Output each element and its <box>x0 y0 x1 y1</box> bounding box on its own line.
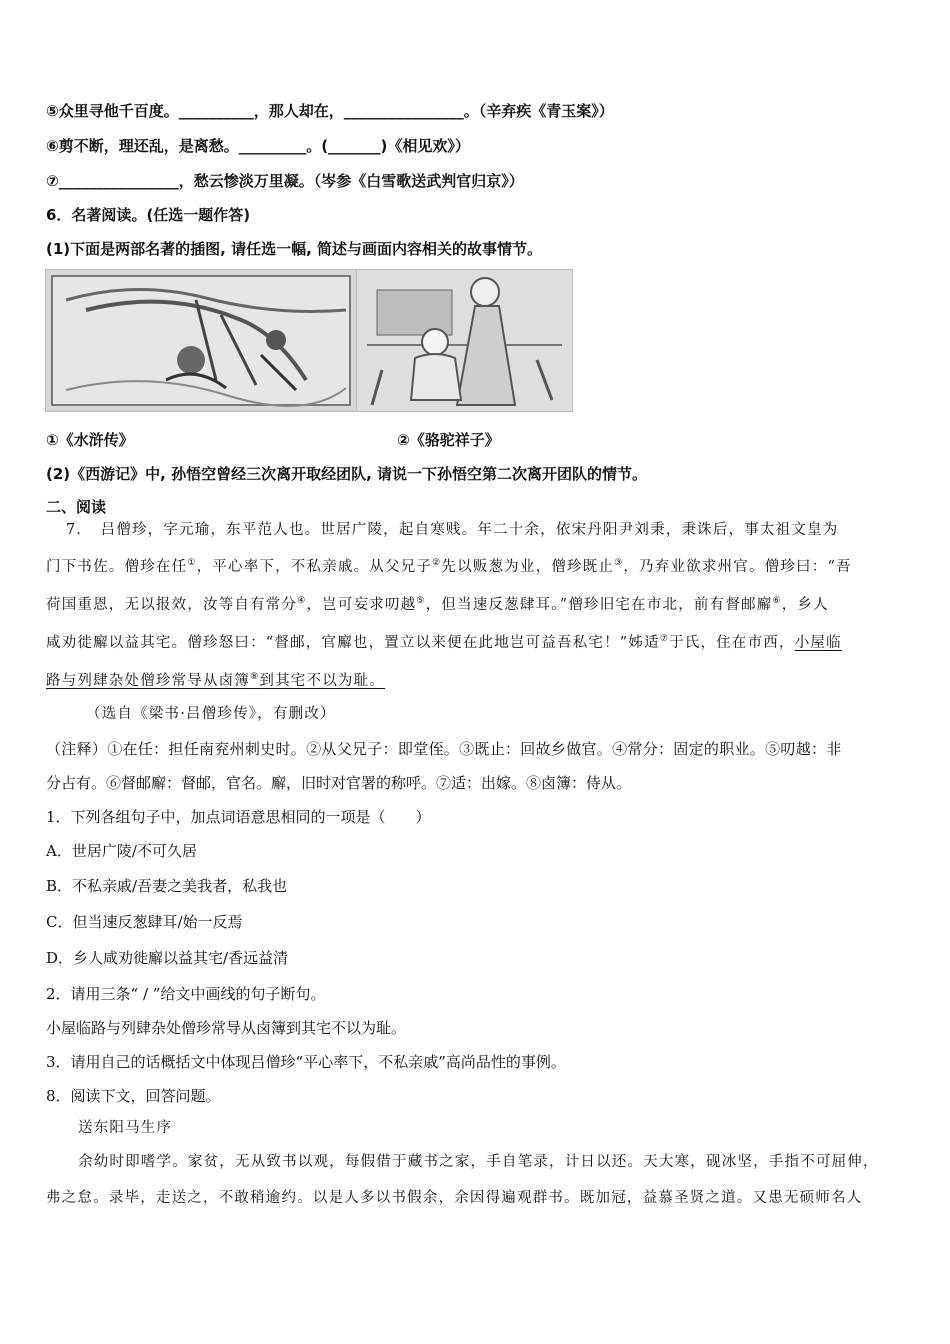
note-ref: ③ <box>614 558 624 568</box>
text-seg: 路与列肆杂处僧珍常导从卤簿 <box>46 673 251 689</box>
q7-text-line-4 <box>46 633 842 653</box>
q7-sub-question-1: 1．下列各组句子中，加点词语意思相同的一项是（ ） <box>46 808 431 826</box>
section-reading-heading: 二、阅读 <box>46 498 107 516</box>
note-ref: ② <box>432 558 442 568</box>
question-6-title: 6．名著阅读。(任选一题作答) <box>46 206 251 224</box>
q7-sub-question-2: 2．请用三条“ / ”给文中画线的句子断句。 <box>46 985 326 1003</box>
text-seg: ，平心率下，不私亲戚。从父兄子 <box>196 559 433 575</box>
essay-title: 送东阳马生序 <box>78 1120 173 1136</box>
text-seg: 门下书佐。僧珍在任 <box>46 559 188 575</box>
illustration-shuihu <box>45 269 357 412</box>
text-seg: 荷国重恩，无以报效，汝等自有常分 <box>46 597 298 613</box>
question-6-part2: (2)《西游记》中, 孙悟空曾经三次离开取经团队, 请说一下孙悟空第二次离开团队的情节。 <box>46 465 647 483</box>
text-seg: 先以贩葱为业，僧珍既止 <box>441 559 615 575</box>
note-ref: ① <box>187 558 197 568</box>
q7-text-line-3 <box>46 595 829 615</box>
option-b: B．不私亲戚/吾妻之美我者，私我也 <box>46 877 288 895</box>
note-ref: ⑥ <box>772 596 782 606</box>
q7-text-line-5 <box>46 671 385 691</box>
note-ref: ⑦ <box>659 634 670 644</box>
illustration-luotuo-xiangzi <box>356 269 573 412</box>
caption-shuihu: ①《水浒传》 <box>46 431 134 449</box>
q7-notes-line-1: （注释）①在任：担任南兖州刺史时。②从父兄子：即堂侄。③既止：回故乡做官。④常分：固定的职业。⑤叨越：非 <box>46 740 842 758</box>
caption-luotuo-xiangzi: ②《骆驼祥子》 <box>397 431 500 449</box>
text-seg: 咸劝徙廨以益其宅。僧珍怒曰：“督邮，官廨也，置立以来便在此地岂可益吾私宅！”姊适 <box>46 635 660 651</box>
note-ref: ⑧ <box>250 672 260 682</box>
q7-text-line-1: 7． 吕僧珍，字元瑜，东平范人也。世居广陵，起自寒贱。年二十余，依宋丹阳尹刘秉，秉诛后，事太祖文皇为 <box>66 522 839 538</box>
essay-line-1: 余幼时即嗜学。家贫，无从致书以观，每假借于藏书之家，手自笔录，计日以还。天大寒，砚冰坚，手指不可屈伸， <box>78 1154 879 1170</box>
q7-sentence-to-punctuate: 小屋临路与列肆杂处僧珍常导从卤簿到其宅不以为耻。 <box>46 1019 407 1037</box>
option-d: D．乡人咸劝徙廨以益其宅/香远益清 <box>46 949 289 967</box>
text-seg: ，但当速反葱肆耳。”僧珍旧宅在市北，前有督邮廨 <box>425 597 773 613</box>
question-8-title: 8．阅读下文，回答问题。 <box>46 1087 221 1105</box>
note-ref: ④ <box>297 596 307 606</box>
poem-line-5: ⑤众里寻他千百度。__________，那人却在，________________。（辛弃疾《青玉案》） <box>46 102 614 120</box>
option-c: C．但当速反葱肆耳/始一反焉 <box>46 913 243 931</box>
underlined-sentence: 小屋临 <box>794 635 842 651</box>
q7-notes-line-2: 分占有。⑥督邮廨：督邮，官名。廨，旧时对官署的称呼。⑦适：出嫁。⑧卤簿：侍从。 <box>46 774 632 792</box>
option-a: A．世居广陵/不可久居 <box>46 842 197 860</box>
note-ref: ⑤ <box>416 596 426 606</box>
underlined-sentence <box>46 673 385 689</box>
poem-line-6: ⑥剪不断，理还乱，是离愁。_________。(_______)《相见欢》） <box>46 137 470 155</box>
essay-line-2: 弗之怠。录毕，走送之，不敢稍逾约。以是人多以书假余，余因得遍观群书。既加冠，益慕圣贤之道。又患无硕师名人 <box>46 1190 863 1206</box>
q7-text-line-2 <box>46 557 852 577</box>
text-seg: 于氏，住在市西， <box>669 635 795 651</box>
q7-source: （选自《梁书·吕僧珍传》，有删改） <box>86 706 336 722</box>
text-seg: ，岂可妄求叨越 <box>306 597 417 613</box>
text-seg: ，乃弃业欲求州官。僧珍曰：“吾 <box>623 559 852 575</box>
text-seg: 到其宅不以为耻。 <box>259 673 385 689</box>
question-6-part1: (1)下面是两部名著的插图, 请任选一幅, 简述与画面内容相关的故事情节。 <box>46 240 542 258</box>
text-seg: ，乡人 <box>781 597 829 613</box>
poem-line-7: ⑦________________，愁云惨淡万里凝。（岑参《白雪歌送武判官归京》） <box>46 172 524 190</box>
q7-sub-question-3: 3．请用自己的话概括文中体现吕僧珍“平心率下，不私亲戚”高尚品性的事例。 <box>46 1053 566 1071</box>
